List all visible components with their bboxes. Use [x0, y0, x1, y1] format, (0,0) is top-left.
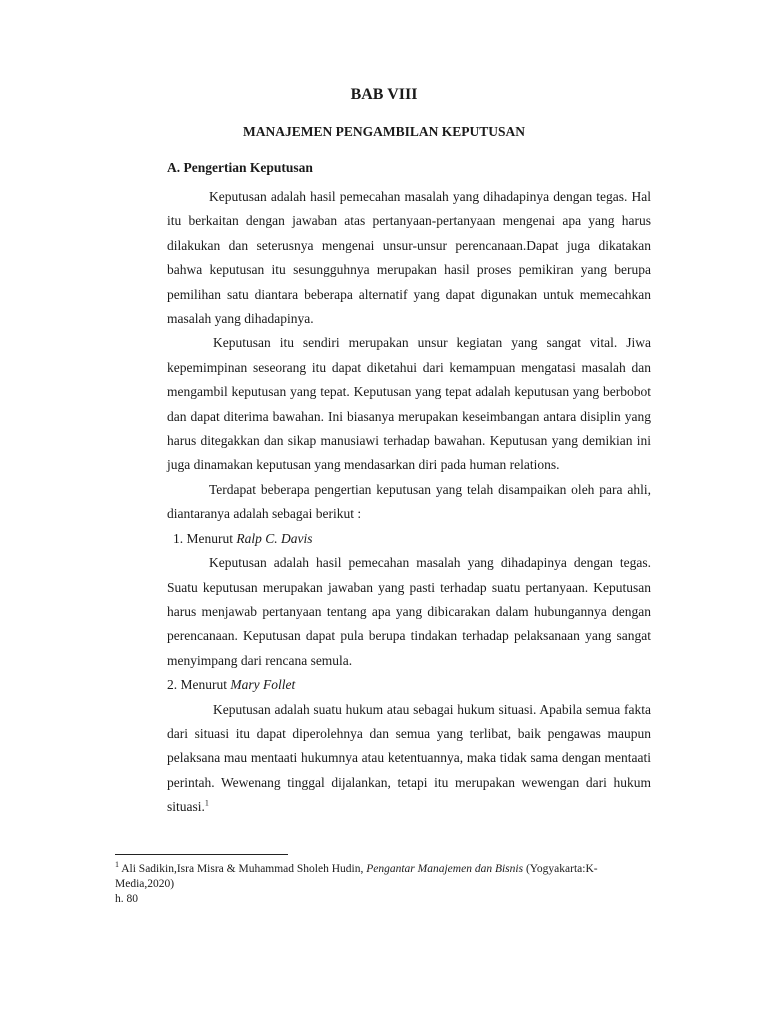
footnote-publisher: (Yogyakarta:K-Media,2020)	[115, 863, 598, 890]
chapter-title: MANAJEMEN PENGAMBILAN KEPUTUSAN	[242, 124, 525, 139]
list-item-prefix: 2. Menurut	[167, 677, 231, 693]
definition-paragraph	[167, 698, 651, 820]
footnote	[115, 862, 625, 907]
footnote-page: h. 80	[115, 893, 138, 905]
list-item-heading	[167, 527, 651, 551]
paragraph: Keputusan adalah hasil pemecahan masalah yang dihadapinya dengan tegas. Hal itu berkaitan dengan jawaban atas pertanyaan-pertanyaan mengenai apa yang harus dilakukan dan seterusnya mengenai unsur-unsur perencanaan.Dapat juga dikatakan bahwa keputusan itu sesungguhnya merupakan hasil proses pemikiran yang berupa pemilihan satu diantara beberapa alternatif yang dapat digunakan untuk memecahkan masalah yang dihadapinya.	[167, 189, 651, 327]
definition-text: Keputusan adalah suatu hukum atau sebagai hukum situasi. Apabila semua fakta dari situasi itu dapat diperolehnya dan semua yang terlibat, baik pengawas maupun pelaksana mau mentaati hukumnya atau ketentuannya, maka tidak sama dengan mentaati perintah. Wewenang tinggal dijalankan, tetapi itu merupakan wewengan dari hukum situasi.	[167, 701, 651, 815]
paragraph: Terdapat beberapa pengertian keputusan yang telah disampaikan oleh para ahli, diantaranya adalah sebagai berikut :	[167, 481, 651, 522]
footnote-separator	[115, 854, 288, 855]
chapter-heading: BAB VIII	[350, 86, 418, 103]
definition-paragraph: Keputusan adalah hasil pemecahan masalah yang dihadapinya dengan tegas. Suatu keputusan merupakan jawaban yang pasti terhadap suatu pertanyaan. Keputusan harus menjawab pertanyaan tentang apa yang dibicarakan dalam hubungannya dengan perencanaan. Keputusan dapat pula berupa tindakan terhadap pelaksanaan yang sangat menyimpang dari rencana semula.	[167, 555, 651, 668]
author-name: Ralp C. Davis	[236, 530, 313, 546]
paragraph: Keputusan itu sendiri merupakan unsur kegiatan yang sangat vital. Jiwa kepemimpinan seseorang itu dapat diketahui dari kemampuan mengatasi masalah dan mengambil keputusan yang tepat. Keputusan yang tepat adalah keputusan yang berbobot dan dapat diterima bawahan. Ini biasanya merupakan keseimbangan antara disiplin yang harus ditegakkan dan sikap manusiawi terhadap bawahan. Keputusan yang demikian ini juga dinamakan keputusan yang mendasarkan diri pada human relations.	[167, 335, 651, 473]
body-text-block	[167, 185, 651, 820]
footnote-authors: Ali Sadikin,Isra Misra & Muhammad Sholeh Hudin,	[119, 863, 367, 875]
footnote-marker: 1	[115, 860, 119, 870]
footnote-reference[interactable]: 1	[204, 798, 209, 808]
list-item-heading	[167, 673, 651, 697]
list-item-prefix: 1. Menurut	[173, 530, 237, 546]
section-heading: A. Pengertian Keputusan	[167, 160, 313, 175]
footnote-citation	[115, 862, 625, 892]
author-name: Mary Follet	[230, 677, 296, 693]
footnote-book-title: Pengantar Manajemen dan Bisnis	[366, 863, 524, 875]
